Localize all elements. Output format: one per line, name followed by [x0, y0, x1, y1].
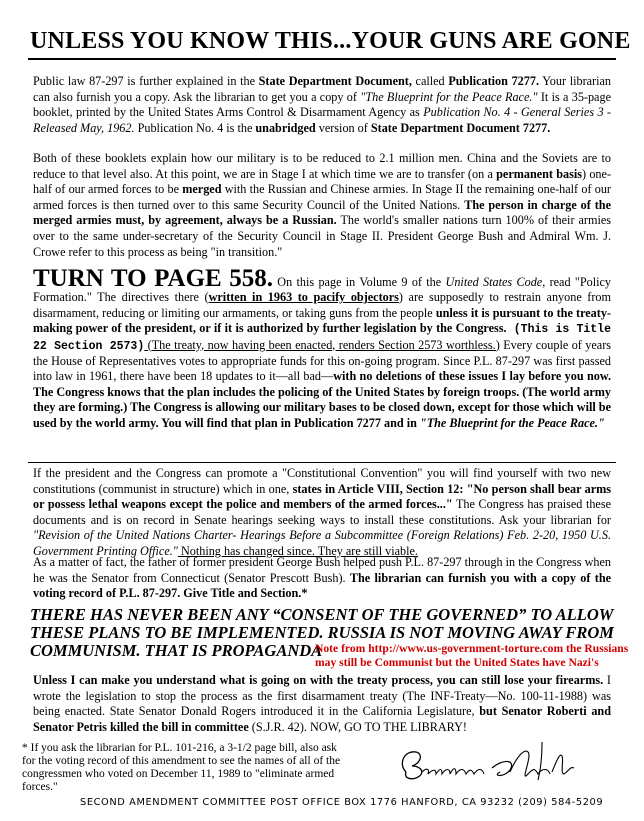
text-bold: unless it is pursuant to the treaty-making power of the president, or if it is authorized by further legislation by the Congress.	[33, 305, 611, 336]
committee-address: SECOND AMENDMENT COMMITTEE POST OFFICE BOX 1776 HANFORD, CA 93232 (209) 584-5209	[80, 797, 604, 808]
text-bold: State Department Document,	[258, 74, 412, 88]
text: I wrote the legislation to stop the process as the first disarmament treaty (The INF-Treaty—No. 100-11-1988) was being enacted. State Senator Donald Rogers introduced it in the California Legislature,	[33, 673, 611, 719]
consent-warning: THERE HAS NEVER BEEN ANY “CONSENT OF THE GOVERNED” TO ALLOW THESE PLANS TO BE IMPLEMENTED. RUSSIA IS NOT MOVING AWAY FROM COMMUNISM. THAT IS PROPAGANDA	[30, 605, 614, 660]
text-underlined: Nothing has changed since. They are still viable.	[177, 543, 418, 558]
text: As a matter of fact, the father of former president George Bush helped push P.L. 87-297 through in the Congress when he was the Senator from Connecticut (Senator Prescott Bush).	[33, 555, 611, 585]
footnote: * If you ask the librarian for P.L. 101-216, a 3-1/2 page bill, also ask for the voting record of this amendment to see the names of all of the congressmen who voted on December 11, 1989 to "eliminate armed forces."	[22, 742, 341, 793]
text-underlined: written in 1963 to pacify objectors	[208, 290, 399, 305]
text: with the Russian and Chinese armies. In Stage II the remaining one-half of our armed forces is then turned over to this same Security Council of the United Nations.	[33, 182, 611, 212]
text: Public law 87-297 is further explained in the	[33, 74, 259, 88]
text-bold-italic: "The Blueprint for the Peace Race."	[419, 415, 605, 430]
text: version of	[315, 120, 371, 135]
text: (S.J.R. 42). NOW, GO TO THE LIBRARY!	[248, 719, 467, 734]
text-italic: Publication No. 4 - General Series 3 - Released May, 1962.	[33, 105, 611, 135]
page-title: UNLESS YOU KNOW THIS...YOUR GUNS ARE GONE	[30, 28, 631, 54]
text-bold: Publication 7277.	[448, 74, 539, 88]
section-heading: TURN TO PAGE 558.	[33, 265, 273, 292]
text-italic: United States Code,	[445, 275, 546, 289]
paragraph-constitutional-convention	[33, 466, 611, 560]
text-bold: merged	[182, 182, 222, 197]
red-web-note-line1: Note from http://www.us-government-torture.com the Russians	[315, 642, 629, 655]
section-divider	[28, 462, 616, 463]
text-bold: Unless I can make you understand what is going on with the treaty process, you can still lose your firearms.	[33, 673, 604, 687]
text: If the president and the Congress can promote a "Constitutional Convention" you will find yourself with two new constitutions (communist in structure) which in one,	[33, 466, 611, 496]
text: Publication No. 4 is the	[134, 120, 256, 135]
text: called	[411, 74, 449, 88]
text: read "Policy Formation." The directives there (	[33, 275, 611, 305]
text-bold: states in Article VIII, Section 12: "No person shall bear arms or possess lethal weapons except the police and members of the armed forces..."	[33, 481, 611, 512]
paragraph-prescott-bush	[33, 555, 611, 602]
text-bold: unabridged	[255, 120, 316, 135]
text: It is a 35-page booklet, printed by the United States Arms Control & Disarmament Agency as	[33, 89, 611, 120]
text: ) are supposedly to restrain anyone from disarmament, reducing or limiting our armaments, or taking guns from the people	[33, 290, 611, 320]
text-bold: but Senator Roberti and Senator Petris killed the bill in committee	[33, 704, 611, 734]
text-bold: with no deletions of these issues I lay before you now. The Congress knows that the plan includes the policing of the United States by foreign troops. (The world army they are forming.) The Congress is allowing our military bases to be closed down, except for those which will be used by the world army. You will find that plan in Publication 7277 and in	[33, 369, 611, 430]
text: The Congress has praised these documents and is on record in Senate hearings seeking ways to install these constitutions. Ask your librarian for	[33, 497, 611, 527]
title-underline	[28, 58, 616, 60]
signature-mark	[392, 738, 582, 790]
text: Your librarian can also furnish you a copy. Ask the librarian to get you a copy of	[33, 74, 611, 104]
text: The world's smaller nations turn 100% of their armies over to the same under-secretary of the Security Council in Stage II. President George Bush and Admiral Wm. J. Crowe refer to this process as being "in transition."	[33, 213, 611, 259]
text-typewriter: (This is Title 22 Section 2573)	[33, 323, 611, 353]
text-bold: State Department Document 7277.	[370, 120, 551, 135]
paragraph-military-reduction	[33, 151, 611, 260]
red-web-note-line2: may still be Communist but the United States have Nazi's	[315, 656, 599, 669]
text-italic: "The Blueprint for the Peace Race."	[360, 89, 538, 104]
text-bold: The librarian can furnish you with a copy of the voting record of P.L. 87-297. Give Title and Section.*	[33, 570, 612, 601]
text-bold: permanent basis	[496, 166, 583, 181]
text-underlined: (The treaty, now having been enacted, renders Section 2573 worthless.)	[144, 337, 500, 352]
text-italic: "Revision of the United Nations Charter- Hearings Before a Subcommittee (Foreign Relations) Feb. 2-20, 1950 U.S. Government Printing Office."	[33, 528, 611, 558]
text: ) one-half of our armed forces to be	[33, 166, 611, 197]
text: Both of these booklets explain how our military is to be reduced to 2.1 million men. China and the Soviets are to reduce to that level also. At this point, we are in Stage I at which time we are to transfer (on a	[33, 151, 611, 181]
paragraph-turn-to-page	[33, 265, 612, 431]
text-bold: The person in charge of the merged armies must, by agreement, always be a Russian.	[33, 197, 611, 228]
signature	[392, 738, 582, 790]
text: Every couple of years the House of Representatives votes to appropriate funds for this on-going program. Since P.L. 87-297 was first passed into law in 1961, there have been 18 updates to it—all bad—	[33, 337, 612, 384]
text: On this page in Volume 9 of the	[272, 275, 446, 289]
paragraph-treaty-process	[33, 673, 611, 735]
paragraph-publication	[33, 74, 611, 136]
